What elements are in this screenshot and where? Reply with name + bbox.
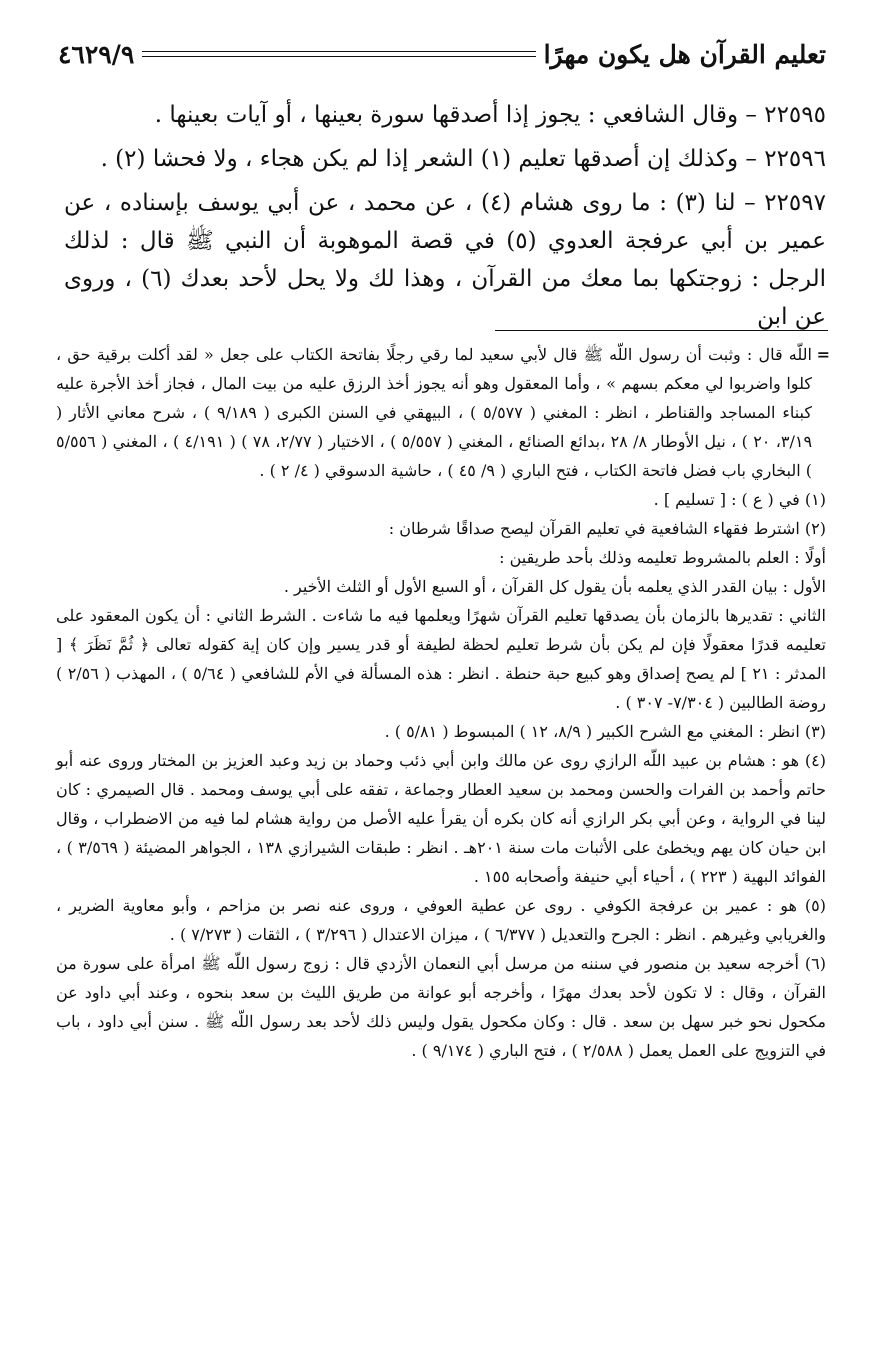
footnote-separator — [495, 330, 828, 331]
footnote-2-line-b: الأول : بيان القدر الذي يعلمه بأن يقول كل القرآن ، أو السبع الأول أو الثلث الأخير . — [283, 577, 826, 596]
header-double-rule — [142, 51, 535, 57]
page-number: ٤٦٢٩/٩ — [58, 39, 135, 69]
footnote-2-line-a: أولًا : العلم بالمشروط تعليمه وذلك بأحد طريقين : — [499, 548, 826, 567]
footnote-2-line-c: الثاني : تقديرها بالزمان بأن يصدقها تعليم القرآن شهرًا ويعلمها فيه ما شاءت . الشرط الثاني : أن يكون المعقود على تعليمه قدرًا معقولًا فإن لم يكن بأن شرط تعليم لحظة لطيفة أو قدر يسير وإن كان إية كقوله تعالى ﴿ ثُمَّ نَظَرَ ﴾ [ المدثر : ٢١ ] لم يصح إصداق وهو كبيع حبة حنطة . انظر : هذه المسألة في الأم للشافعي ( ٥/٦٤ ) ، المهذب ( ٢/٥٦ ) روضة الطالبين ( ٧/٣٠٤- ٣٠٧ ) . — [56, 606, 827, 712]
footnotes — [56, 340, 826, 1065]
footnote-1: (١) في ( ع ) : [ تسليم ] . — [653, 490, 826, 509]
footnote-2: (٢) اشترط فقهاء الشافعية في تعليم القرآن ليصح صداقًا شرطان : — [388, 519, 826, 538]
paragraph-22596: ٢٢٥٩٦ – وكذلك إن أصدقها تعليم (١) الشعر إذا لم يكن هجاء ، ولا فحشا (٢) . — [100, 146, 826, 172]
running-header — [58, 34, 826, 74]
main-text — [64, 96, 826, 342]
footnote-6: (٦) أخرجه سعيد بن منصور في سننه من مرسل أبي النعمان الأزدي قال : زوج رسول اللّه ﷺ امرأة على سورة من القرآن ، وقال : لا تكون لأحد بعدك مهرًا ، وأخرجه أبو عوانة من طريق الليث بن سعد بنحوه ، وعند أبي داود عن مكحول نحو خبر سهل بن سعد . قال : وكان مكحول يقول وليس ذلك لأحد بعد رسول اللّه ﷺ . سنن أبي داود ، باب في التزويج على العمل يعمل ( ٢/٥٨٨ ) ، فتح الباري ( ٩/١٧٤ ) . — [56, 954, 826, 1060]
paragraph-22597: ٢٢٥٩٧ – لنا (٣) : ما روى هشام (٤) ، عن محمد ، عن أبي يوسف بإسناده ، عن عمير بن أبي عرفجة العدوي (٥) في قصة الموهوبة أن النبي ﷺ قال : لذلك الرجل : زوجتكها بما معك من القرآن ، وهذا لك ولا يحل لأحد بعدك (٦) ، وروى عن ابن — [64, 190, 826, 330]
footnote-continuation: = اللّه قال : وثبت أن رسول اللّه ﷺ قال لأبي سعيد لما رقي رجلًا بفاتحة الكتاب على جعل « لقد أكلت برقية حق ، كلوا واضربوا لي معكم بسهم » ، وأما المعقول وهو أنه يجوز أخذ الرزق عليه من بيت المال ، فجاز أخذ الأجرة عليه كبناء المساجد والقناطر ، انظر : المغني ( ٥/٥٧٧ ) ، البيهقي في السنن الكبرى ( ٩/١٨٩ ) ، شرح معاني الأثار ( ٣/١٩، ٢٠ ) ، نيل الأوطار ٨/ ٢٨ ،بدائع الصنائع ، المغني ( ٥/٥٥٧ ) ، الاختيار ( ٢/٧٧، ٧٨ ) ( ٤/١٩١ ) ، المغني ( ٥/٥٥٦ ) البخاري باب فضل فاتحة الكتاب ، فتح الباري ( ٩/ ٤٥ ) ، حاشية الدسوقي ( ٤/ ٢ ) . — [56, 340, 826, 485]
footnote-5: (٥) هو : عمير بن عرفجة الكوفي . روى عن عطية العوفي ، وروى عنه نصر بن مزاحم ، وأبو معاوية الضرير ، والغريابي وغيرهم . انظر : الجرح والتعديل ( ٦/٣٧٧ ) ، ميزان الاعتدال ( ٣/٢٩٦ ) ، الثقات ( ٧/٢٧٣ ) . — [56, 896, 826, 944]
footnote-4: (٤) هو : هشام بن عبيد اللّه الرازي روى عن مالك وابن أبي ذئب وحماد بن زيد وعبد العزيز بن المختار وروى عنه أبو حاتم وأحمد بن الفرات والحسن ومحمد بن سعيد العطار وجماعة ، تفقه على أبي يوسف ومحمد . قال الصيمري : كان لينا في الرواية ، وعن أبي بكر الرازي أنه كان بكره أن يقرأ عليه الأصل من رواية هشام لما فيه من الاضطراب ، وقال ابن حيان كان يهم ويخطئ على الأثبات مات سنة ٢٠١هـ . انظر : طبقات الشيرازي ١٣٨ ، الجواهر المضيئة ( ٣/٥٦٩ ) ، الفوائد البهية ( ٢٢٣ ) ، أحياء أبي حنيفة وأصحابه ١٥٥ . — [56, 751, 827, 886]
chapter-title: تعليم القرآن هل يكون مهرًا — [543, 39, 826, 69]
footnote-3: (٣) انظر : المغني مع الشرح الكبير ( ٨/٩، ١٢ ) المبسوط ( ٥/٨١ ) . — [384, 722, 826, 741]
paragraph-22595: ٢٢٥٩٥ – وقال الشافعي : يجوز إذا أصدقها سورة بعينها ، أو آيات بعينها . — [154, 102, 826, 128]
